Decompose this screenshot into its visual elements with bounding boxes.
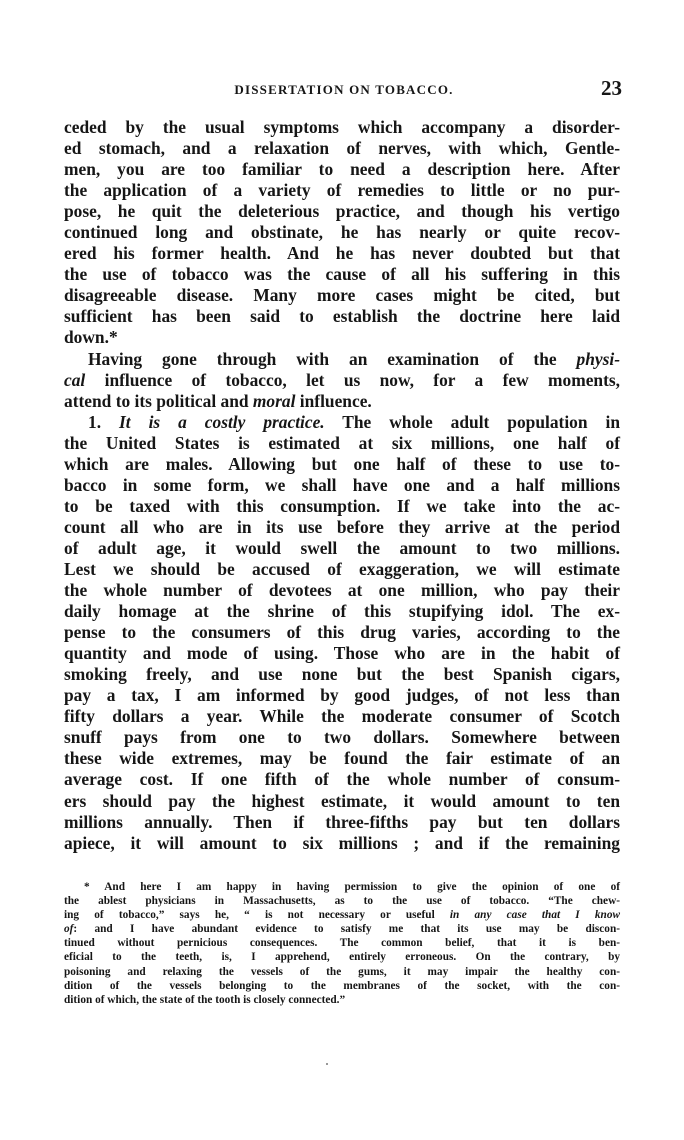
body-line: down.* [64, 327, 118, 348]
running-head [64, 78, 624, 102]
body-line: Having gone through with an examination of the physi- [88, 348, 620, 369]
body-line: attend to its political and moral influence. [64, 390, 372, 411]
body-line: millions annually. Then if three-fifths pay but ten dollars [64, 811, 620, 832]
body-line: these wide extremes, may be found the fair estimate of an [64, 748, 620, 769]
body-line: pose, he quit the deleterious practice, and though his vertigo [64, 201, 620, 222]
body-line: average cost. If one fifth of the whole number of consum- [64, 769, 620, 790]
body-line: bacco in some form, we shall have one and a half millions [64, 474, 620, 495]
footnote-line: poisoning and relaxing the vessels of the gums, it may impair the healthy con- [64, 965, 620, 978]
footnote-line: eficial to the teeth, is, I apprehend, entirely erroneous. On the contrary, by [64, 951, 620, 964]
body-line: cal influence of tobacco, let us now, for a few moments, [64, 369, 620, 390]
body-line: 1. It is a costly practice. The whole adult population in [88, 411, 620, 432]
body-line: which are males. Allowing but one half of these to use to- [64, 453, 620, 474]
body-line: the United States is estimated at six millions, one half of [64, 432, 620, 453]
body-line: to be taxed with this consumption. If we take into the ac- [64, 495, 620, 516]
body-text [64, 117, 620, 854]
body-line: men, you are too familiar to need a description here. After [64, 159, 620, 180]
footnote-line: * And here I am happy in having permission to give the opinion of one of [84, 881, 620, 893]
body-line: ceded by the usual symptoms which accompany a disorder- [64, 117, 620, 137]
body-line: fifty dollars a year. While the moderate consumer of Scotch [64, 706, 620, 727]
body-line: Lest we should be accused of exaggeration, we will estimate [64, 558, 620, 579]
body-line: smoking freely, and use none but the best Spanish cigars, [64, 664, 620, 685]
body-line: the whole number of devotees at one million, who pay their [64, 580, 620, 601]
body-line: the use of tobacco was the cause of all his suffering in this [64, 264, 620, 285]
body-line: ed stomach, and a relaxation of nerves, with which, Gentle- [64, 138, 620, 159]
body-line: pense to the consumers of this drug varies, according to the [64, 622, 620, 643]
body-line: continued long and obstinate, he has nearly or quite recov- [64, 222, 620, 243]
body-line: pay a tax, I am informed by good judges, of not less than [64, 685, 620, 706]
body-line: snuff pays from one to two dollars. Somewhere between [64, 727, 620, 748]
footnote-line: ing of tobacco,” says he, “ is not necessary or useful in any case that I know [64, 909, 621, 922]
body-line: sufficient has been said to establish the doctrine here laid [64, 306, 620, 327]
footnote [64, 880, 620, 1007]
body-line: apiece, it will amount to six millions ; and if the remaining [64, 832, 620, 853]
body-line: quantity and mode of using. Those who are in the habit of [64, 643, 620, 664]
body-line: ered his former health. And he has never doubted but that [64, 243, 620, 264]
footnote-line: tinued without pernicious consequences. The common belief, that it is ben- [64, 937, 620, 950]
body-line: disagreeable disease. Many more cases might be cited, but [64, 285, 620, 306]
footnote-line: dition of the vessels belonging to the membranes of the socket, with the con- [64, 979, 620, 992]
footnote-line: the ablest physicians in Massachusetts, as to the use of tobacco. “The chew- [64, 895, 620, 908]
running-title: DISSERTATION ON TOBACCO. [234, 82, 454, 97]
print-speck [326, 1063, 328, 1065]
body-line: daily homage at the shrine of this stupifying idol. The ex- [64, 601, 620, 622]
footnote-line: dition of which, the state of the tooth is closely connected.” [64, 993, 346, 1006]
page-number: 23 [601, 76, 622, 100]
body-line: count all who are in its use before they arrive at the period [64, 516, 620, 537]
body-line: of adult age, it would swell the amount to two millions. [64, 537, 620, 558]
body-line: ers should pay the highest estimate, it would amount to ten [64, 790, 620, 811]
body-line: the application of a variety of remedies to little or no pur- [64, 180, 620, 201]
footnote-line: of: and I have abundant evidence to satisfy me that its use may be discon- [64, 923, 620, 936]
